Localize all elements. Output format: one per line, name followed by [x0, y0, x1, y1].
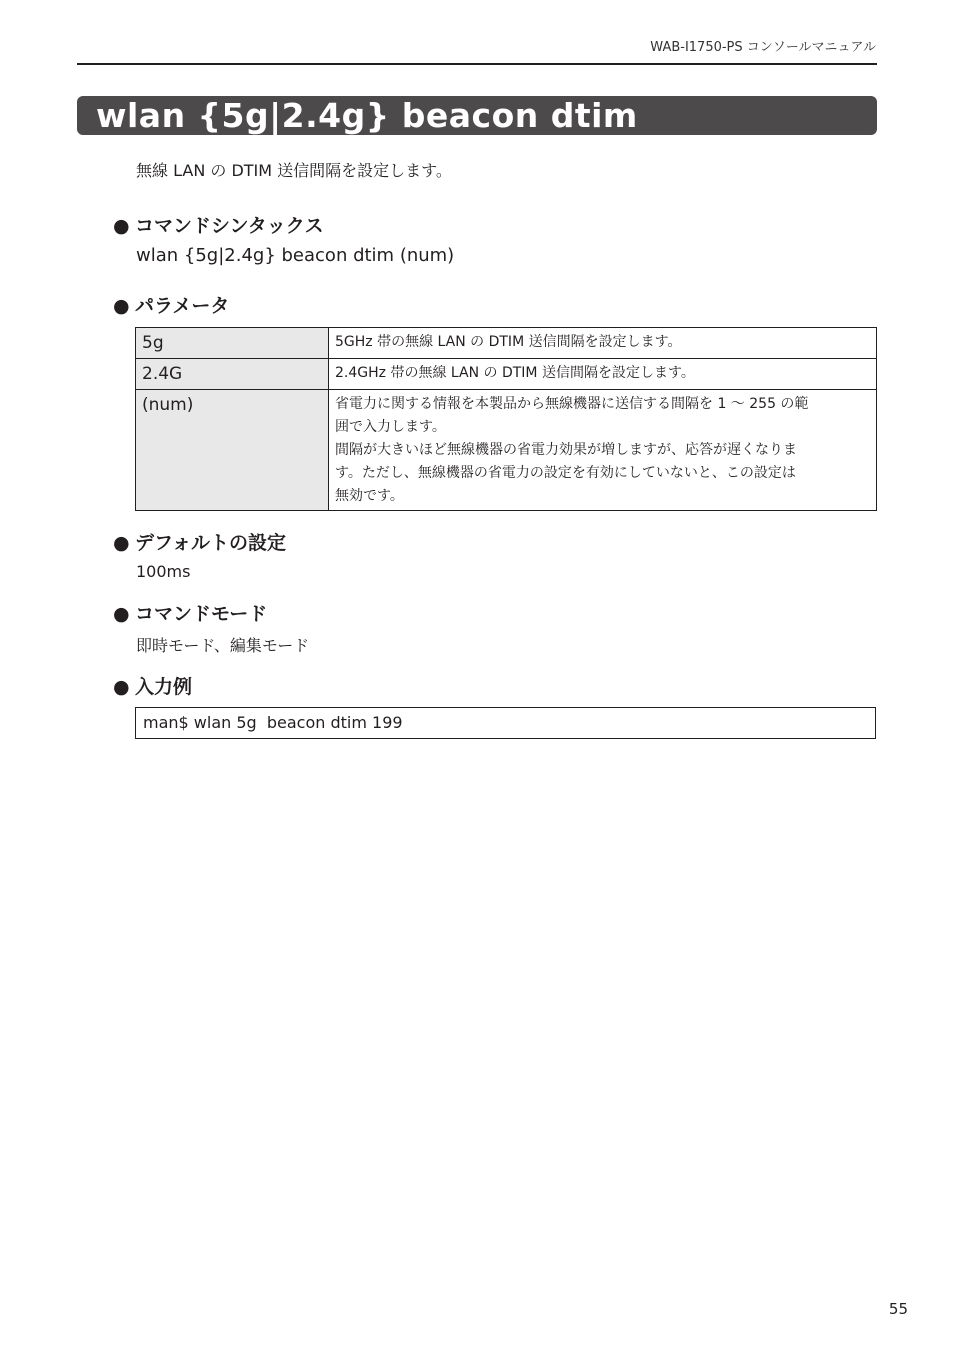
- param-name: 2.4G: [136, 359, 329, 390]
- syntax-heading-label: コマンドシンタックス: [135, 215, 324, 237]
- example-heading: [113, 672, 192, 699]
- running-header: WAB-I1750-PS コンソールマニュアル: [650, 40, 876, 55]
- param-desc-line: 2.4GHz 帯の無線 LAN の DTIM 送信間隔を設定します。: [335, 365, 695, 381]
- param-desc-line: 囲で入力します。: [335, 419, 446, 435]
- mode-heading-label: コマンドモード: [135, 603, 268, 625]
- params-table: [135, 327, 877, 511]
- example-heading-label: 入力例: [135, 676, 193, 698]
- param-desc-line: 省電力に関する情報を本製品から無線機器に送信する間隔を 1 ～ 255 の範: [335, 396, 809, 412]
- bullet-icon: ●: [113, 532, 130, 554]
- title-bar: [77, 96, 877, 135]
- param-name: 5g: [136, 328, 329, 359]
- mode-heading: [113, 599, 267, 626]
- table-row: [136, 328, 877, 359]
- param-desc-line: 5GHz 帯の無線 LAN の DTIM 送信間隔を設定します。: [335, 334, 682, 350]
- bullet-icon: ●: [113, 215, 130, 237]
- param-desc-line: 間隔が大きいほど無線機器の省電力効果が増しますが、応答が遅くなりま: [335, 442, 797, 458]
- syntax-heading: [113, 211, 324, 238]
- page-number: 55: [888, 1300, 908, 1318]
- default-value: 100ms: [136, 562, 191, 581]
- syntax-text: wlan {5g|2.4g} beacon dtim (num): [136, 245, 455, 266]
- params-heading-label: パラメータ: [135, 295, 230, 317]
- param-desc: [329, 390, 877, 511]
- param-desc: [329, 359, 877, 390]
- intro-text: 無線 LAN の DTIM 送信間隔を設定します。: [136, 161, 452, 180]
- example-code-box: man$ wlan 5g beacon dtim 199: [135, 707, 876, 739]
- mode-text: 即時モード、編集モード: [136, 636, 310, 655]
- default-heading-label: デフォルトの設定: [135, 532, 287, 554]
- param-desc-line: 無効です。: [335, 488, 404, 504]
- param-desc: [329, 328, 877, 359]
- param-name: (num): [136, 390, 329, 511]
- params-heading: [113, 291, 229, 318]
- table-row: [136, 359, 877, 390]
- bullet-icon: ●: [113, 603, 130, 625]
- bullet-icon: ●: [113, 295, 130, 317]
- default-heading: [113, 528, 286, 555]
- table-row: [136, 390, 877, 511]
- command-title: wlan {5g|2.4g} beacon dtim: [96, 96, 638, 135]
- header-rule: [77, 63, 877, 65]
- param-desc-line: す。ただし、無線機器の省電力の設定を有効にしていないと、この設定は: [335, 465, 796, 481]
- bullet-icon: ●: [113, 676, 130, 698]
